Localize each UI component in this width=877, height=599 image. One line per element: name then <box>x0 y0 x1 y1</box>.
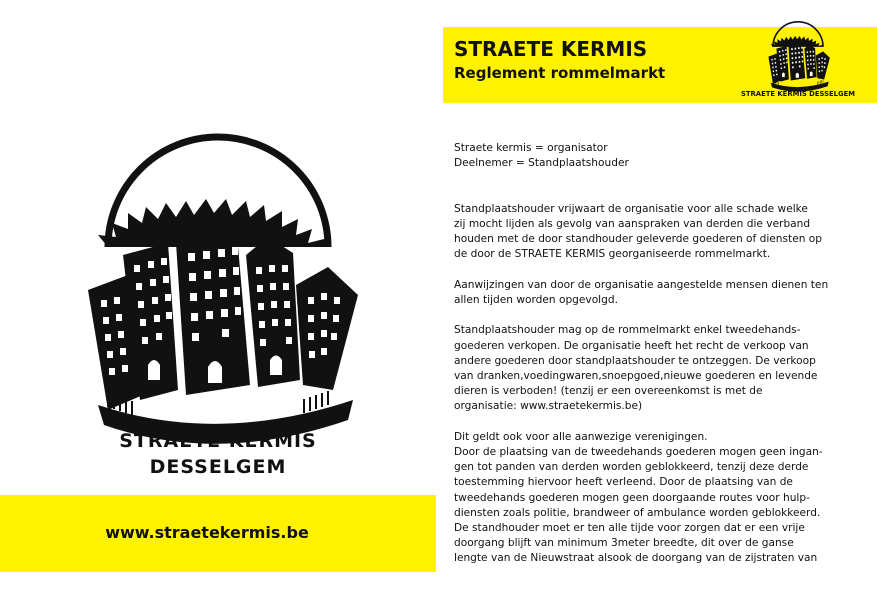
logo-small-caption: STRAETE KERMIS DESSELGEM <box>740 89 856 98</box>
rules-panel <box>436 0 877 599</box>
rules-paragraph-liability: Standplaatshouder vrijwaart de organisatie voor alle schade welke zij mocht lijden als gevolg van aanspraken van derden die verband houden met de door standhouder geleverde goederen of diensten op de door de STRAETE KERMIS georganiseerde rommelmarkt. <box>454 202 823 261</box>
logo-caption <box>68 428 368 480</box>
rules-paragraph-goods: Standplaatshouder mag op de rommelmarkt enkel tweedehands- goederen verkopen. De organisatie heeft het recht de verkoop van andere goederen door standplaatshouder te ontzeggen. De verkoop van dranken,voedingwaren,snoepgoed,nieuwe goederen en levende dieren is verboden! (tenzij er een overeenkomst is met de organisatie: www.straetekermis.be) <box>454 324 818 413</box>
page-subtitle: Reglement rommelmarkt <box>454 64 666 82</box>
rules-paragraph-instructions: Aanwijzingen van door de organisatie aangestelde mensen dienen ten allen tijden worden opgevolgd. <box>454 278 829 306</box>
rules-paragraph-placement: Dit geldt ook voor alle aanwezige verenigingen. Door de plaatsing van de tweedehands goederen mogen geen ingan- gen tot panden van derden worden geblokkeerd, tenzij deze derde toestemming hiervoor heeft verleend. Door de plaatsing van de tweedehands goederen mogen geen doorgaande routes voor hulp- diensten zoals politie, brandweer of ambulance worden geblokkeerd. De standhouder moet er ten alle tijde voor zorgen dat er een vrije doorgang blijft van minimum 3meter breedte, dit over de ganse lengte van de Nieuwstraat alsook de doorgang van de zijstraten van <box>454 430 823 565</box>
rules-text <box>454 141 872 582</box>
straete-kermis-logo-small <box>740 35 856 101</box>
website-banner <box>0 495 436 572</box>
website-link[interactable]: www.straetekermis.be <box>105 523 309 542</box>
header-banner <box>443 27 877 103</box>
page-title: STRAETE KERMIS <box>454 37 648 61</box>
logo-caption-line1: STRAETE KERMIS <box>119 430 317 452</box>
logo-caption-line2: DESSELGEM <box>149 456 287 478</box>
cover-panel <box>0 0 436 599</box>
rules-paragraph-definitions: Straete kermis = organisator Deelnemer = Standplaatshouder <box>454 142 629 170</box>
